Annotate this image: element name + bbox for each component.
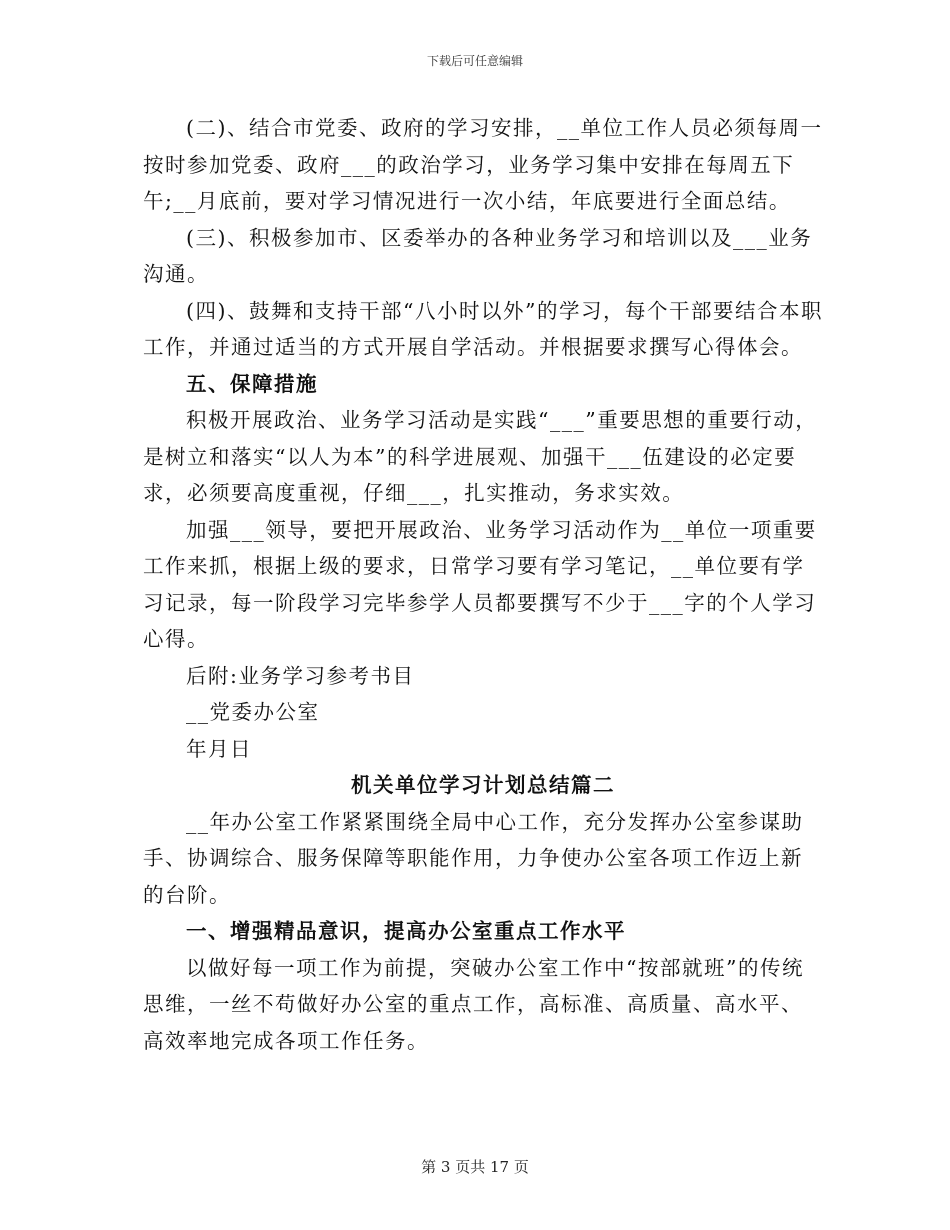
paragraph-item-3: (三)、积极参加市、区委举办的各种业务学习和培训以及___业务沟通。 [143,225,813,286]
section2-intro: __年办公室工作紧紧围绕全局中心工作，充分发挥办公室参谋助手、协调综合、服务保障等职能作用，力争使办公室各项工作迈上新的台阶。 [143,809,804,907]
document-body [143,110,823,1059]
signature-office: __党委办公室 [186,700,320,724]
page-footer: 第 3 页共 17 页 [421,1158,529,1176]
page-header-note: 下载后可任意编辑 [426,54,523,68]
paragraph-item-4: (四)、鼓舞和支持干部“八小时以外”的学习，每个干部要结合本职工作，并通过适当的方式开展自学活动。并根据要求撰写心得体会。 [143,298,824,359]
paragraph-guarantee-2: 加强___领导，要把开展政治、业务学习活动作为__单位一项重要工作来抓，根据上级的要求，日常学习要有学习笔记，__单位要有学习记录，每一阶段学习完毕参学人员都要撰写不少于___字的个人学习心得。 [143,517,817,651]
section-title: 机关单位学习计划总结篇二 [351,773,615,797]
attachment-note: 后附:业务学习参考书目 [186,663,415,688]
paragraph-item-2: (二)、结合市党委、政府的学习安排，__单位工作人员必须每周一按时参加党委、政府___的政治学习，业务学习集中安排在每周五下午;__月底前，要对学习情况进行一次小结，年底要进行全面总结。 [143,116,823,213]
section2-heading-1: 一、增强精品意识，提高办公室重点工作水平 [186,919,627,943]
section2-paragraph-1: 以做好每一项工作为前提，突破办公室工作中“按部就班”的传统思维，一丝不苟做好办公室的重点工作，高标准、高质量、高水平、高效率地完成各项工作任务。 [143,955,805,1053]
section-heading-5: 五、保障措施 [186,371,319,396]
signature-date: 年月日 [186,736,253,761]
paragraph-guarantee-1: 积极开展政治、业务学习活动是实践“___”重要思想的重要行动，是树立和落实“以人为本”的科学进展观、加强干___伍建设的必定要求，必须要高度重视，仔细___，扎实推动，务求实效。 [143,408,818,505]
